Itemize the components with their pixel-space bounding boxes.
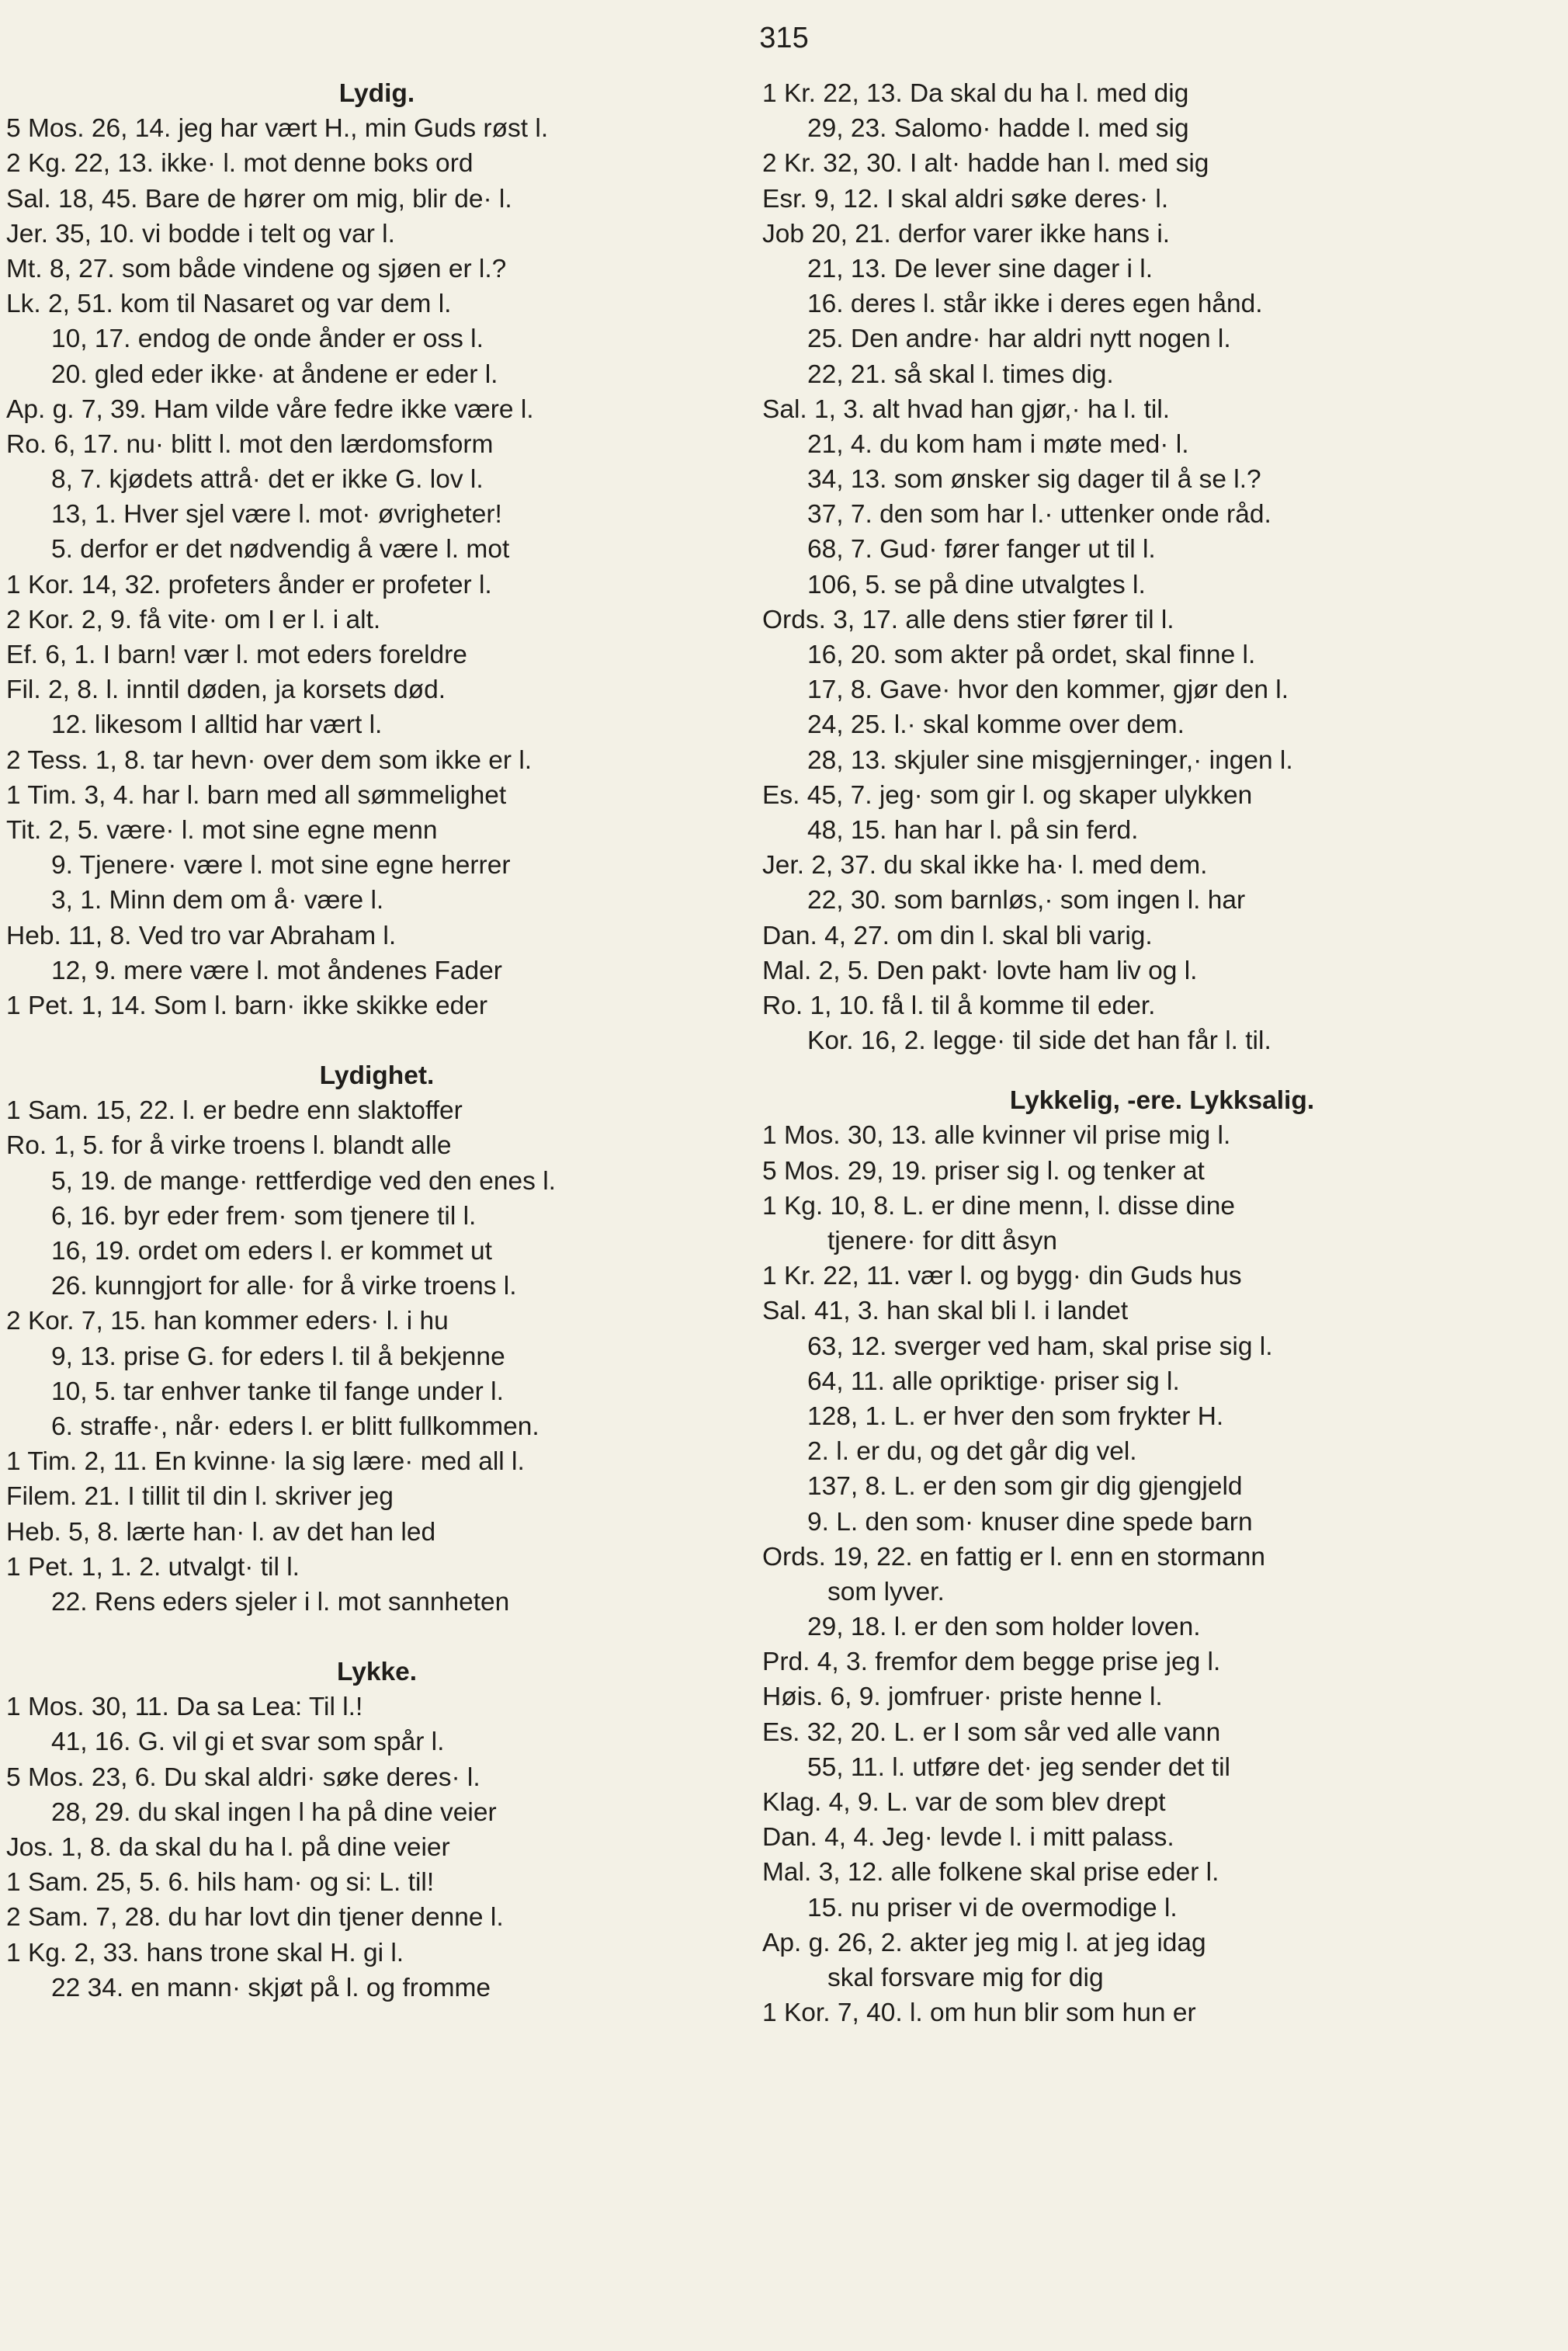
right-column (762, 76, 1562, 2030)
entry-line: 2 Kg. 22, 13. ikke· l. mot denne boks ord (6, 149, 474, 179)
entry-line: 25. Den andre· har aldri nytt nogen l. (807, 325, 1231, 354)
section-heading-lydig: Lydig. (338, 79, 415, 108)
entry-line: 29, 18. l. er den som holder loven. (807, 1613, 1201, 1642)
entry-line: 21, 13. De lever sine dager i l. (807, 254, 1153, 283)
entry-line: 2 Kr. 32, 30. I alt· hadde han l. med sig (762, 149, 1209, 179)
entry-line: Ro. 1, 10. få l. til å komme til eder. (762, 991, 1156, 1020)
entry-line: Jos. 1, 8. da skal du ha l. på dine veier (6, 1833, 450, 1862)
entry-line: Ro. 6, 17. nu· blitt l. mot den lærdomsform (6, 429, 494, 459)
entry-line: skal forsvare mig for dig (827, 1963, 1104, 1992)
entry-line: Sal. 1, 3. alt hvad han gjør,· ha l. til. (762, 394, 1171, 424)
entry-line: 9, 13. prise G. for eders l. til å bekjenne (51, 1342, 505, 1371)
entry-line: 22, 30. som barnløs,· som ingen l. har (807, 886, 1246, 915)
entry-line: 16, 19. ordet om eders l. er kommet ut (51, 1237, 492, 1266)
entry-line: 17, 8. Gave· hvor den kommer, gjør den l. (807, 675, 1289, 705)
entry-line: 1 Kor. 14, 32. profeters ånder er profeter l. (6, 570, 492, 599)
entry-line: som lyver. (827, 1577, 945, 1606)
entry-line: Mt. 8, 27. som både vindene og sjøen er l.? (6, 254, 507, 283)
entry-line: 2 Kor. 7, 15. han kommer eders· l. i hu (6, 1307, 449, 1336)
section-lykkelig (762, 1118, 1562, 2030)
entry-line: 8, 7. kjødets attrå· det er ikke G. lov l. (51, 465, 484, 495)
entry-line: Høis. 6, 9. jomfruer· priste henne l. (762, 1683, 1163, 1712)
section-lykke-continued (762, 76, 1562, 1058)
entry-line: Heb. 5, 8. lærte han· l. av det han led (6, 1517, 436, 1547)
entry-line: 2 Tess. 1, 8. tar hevn· over dem som ikke er l. (6, 745, 532, 775)
entry-line: 5 Mos. 29, 19. priser sig l. og tenker at (762, 1156, 1205, 1186)
entry-line: Prd. 4, 3. fremfor dem begge prise jeg l. (762, 1648, 1221, 1677)
section-heading-lykke: Lykke. (336, 1658, 418, 1687)
entry-line: 16. deres l. står ikke i deres egen hånd. (807, 290, 1263, 319)
entry-line: 29, 23. Salomo· hadde l. med sig (807, 114, 1189, 144)
entry-line: 1 Pet. 1, 1. 2. utvalgt· til l. (6, 1552, 300, 1582)
entry-line: Klag. 4, 9. L. var de som blev drept (762, 1788, 1166, 1817)
entry-line: 9. Tjenere· være l. mot sine egne herrer (51, 851, 511, 880)
entry-line: Jer. 2, 37. du skal ikke ha· l. med dem. (762, 851, 1208, 880)
entry-line: 20. gled eder ikke· at åndene er eder l. (51, 359, 498, 389)
entry-line: 1 Kr. 22, 11. vær l. og bygg· din Guds hus (762, 1262, 1242, 1291)
entry-line: 12. likesom I alltid har vært l. (51, 710, 383, 740)
entry-line: Ords. 19, 22. en fattig er l. enn en stormann (762, 1542, 1266, 1571)
entry-line: 1 Pet. 1, 14. Som l. barn· ikke skikke eder (6, 991, 488, 1020)
entry-line: 128, 1. L. er hver den som frykter H. (807, 1401, 1224, 1431)
entry-line: Esr. 9, 12. I skal aldri søke deres· l. (762, 184, 1169, 214)
entry-line: 1 Sam. 15, 22. l. er bedre enn slaktoffer (6, 1096, 463, 1126)
entry-line: 15. nu priser vi de overmodige l. (807, 1893, 1178, 1922)
entry-line: 48, 15. han har l. på sin ferd. (807, 815, 1139, 845)
entry-line: 12, 9. mere være l. mot åndenes Fader (51, 956, 502, 985)
entry-line: 2 Kor. 2, 9. få vite· om I er l. i alt. (6, 605, 381, 634)
entry-line: Tit. 2, 5. være· l. mot sine egne menn (6, 815, 438, 845)
entry-line: 1 Kr. 22, 13. Da skal du ha l. med dig (762, 79, 1189, 108)
entry-line: 1 Tim. 2, 11. En kvinne· la sig lære· med all l. (6, 1447, 525, 1477)
entry-line: 68, 7. Gud· fører fanger ut til l. (807, 535, 1156, 564)
entry-line: 28, 29. du skal ingen l ha på dine veier (51, 1797, 497, 1827)
entry-line: Lk. 2, 51. kom til Nasaret og var dem l. (6, 290, 452, 319)
entry-line: 1 Mos. 30, 11. Da sa Lea: Til l.! (6, 1693, 363, 1722)
entry-line: 24, 25. l.· skal komme over dem. (807, 710, 1185, 740)
entry-line: 10, 5. tar enhver tanke til fange under l. (51, 1377, 504, 1406)
entry-line: Es. 32, 20. L. er I som sår ved alle vann (762, 1717, 1221, 1747)
section-lydighet (6, 1093, 748, 1620)
entry-line: 16, 20. som akter på ordet, skal finne l. (807, 641, 1256, 669)
entry-line: Kor. 16, 2. legge· til side det han får l. til. (807, 1026, 1271, 1056)
section-lydig (6, 111, 748, 1023)
entry-line: Ap. g. 7, 39. Ham vilde våre fedre ikke være l. (6, 394, 534, 424)
entry-line: Filem. 21. I tillit til din l. skriver jeg (6, 1482, 394, 1512)
section-heading-lykkelig: Lykkelig, -ere. Lykksalig. (1009, 1086, 1315, 1116)
entry-line: 5 Mos. 26, 14. jeg har vært H., min Guds røst l. (6, 114, 549, 144)
entry-line: 21, 4. du kom ham i møte med· l. (807, 429, 1189, 459)
entry-line: 5, 19. de mange· rettferdige ved den enes l. (51, 1166, 556, 1196)
entry-line: 1 Kg. 2, 33. hans trone skal H. gi l. (6, 1938, 404, 1967)
entry-line: 22. Rens eders sjeler i l. mot sannheten (51, 1587, 510, 1617)
entry-line: Es. 45, 7. jeg· som gir l. og skaper ulykken (762, 780, 1253, 810)
entry-line: 64, 11. alle opriktige· priser sig l. (807, 1366, 1180, 1396)
entry-line: Heb. 11, 8. Ved tro var Abraham l. (6, 921, 397, 950)
entry-line: Dan. 4, 27. om din l. skal bli varig. (762, 921, 1153, 950)
entry-line: Ap. g. 26, 2. akter jeg mig l. at jeg idag (762, 1928, 1206, 1957)
entry-line: 22, 21. så skal l. times dig. (807, 359, 1114, 389)
entry-line: Ef. 6, 1. I barn! vær l. mot eders foreldre (6, 641, 467, 669)
entry-line: Mal. 3, 12. alle folkene skal prise eder l. (762, 1858, 1219, 1887)
entry-line: 41, 16. G. vil gi et svar som spår l. (51, 1728, 445, 1757)
entry-line: Ords. 3, 17. alle dens stier fører til l. (762, 605, 1174, 634)
entry-line: 3, 1. Minn dem om å· være l. (51, 886, 384, 915)
entry-line: 1 Sam. 25, 5. 6. hils ham· og si: L. til! (6, 1868, 435, 1898)
entry-line: 63, 12. sverger ved ham, skal prise sig l. (807, 1332, 1273, 1361)
entry-line: 5. derfor er det nødvendig å være l. mot (51, 535, 510, 564)
entry-line: 6. straffe·, når· eders l. er blitt fullkommen. (51, 1412, 539, 1441)
entry-line: 1 Tim. 3, 4. har l. barn med all sømmelighet (6, 780, 507, 810)
entry-line: 13, 1. Hver sjel være l. mot· øvrigheter! (51, 500, 502, 530)
entry-line: Sal. 41, 3. han skal bli l. i landet (762, 1297, 1129, 1326)
entry-line: 1 Mos. 30, 13. alle kvinner vil prise mig l. (762, 1121, 1231, 1151)
entry-line: 2 Sam. 7, 28. du har lovt din tjener denne l. (6, 1903, 504, 1933)
section-lykke (6, 1689, 748, 2005)
entry-line: 37, 7. den som har l.· uttenker onde råd. (807, 500, 1271, 530)
entry-line: 34, 13. som ønsker sig dager til å se l.? (807, 465, 1261, 495)
entry-line: 28, 13. skjuler sine misgjerninger,· ingen l. (807, 745, 1293, 775)
entry-line: 6, 16. byr eder frem· som tjenere til l. (51, 1201, 477, 1231)
entry-line: Ro. 1, 5. for å virke troens l. blandt alle (6, 1131, 452, 1161)
entry-line: 5 Mos. 23, 6. Du skal aldri· søke deres· l. (6, 1762, 480, 1792)
entry-line: 22 34. en mann· skjøt på l. og fromme (51, 1973, 491, 2002)
entry-line: 1 Kor. 7, 40. l. om hun blir som hun er (762, 1999, 1196, 2028)
page-number: 315 (759, 22, 809, 54)
entry-line: 9. L. den som· knuser dine spede barn (807, 1507, 1253, 1537)
entry-line: Jer. 35, 10. vi bodde i telt og var l. (6, 219, 395, 248)
entry-line: Mal. 2, 5. Den pakt· lovte ham liv og l. (762, 956, 1198, 985)
entry-line: tjenere· for ditt åsyn (827, 1227, 1058, 1255)
entry-line: 137, 8. L. er den som gir dig gjengjeld (807, 1472, 1243, 1502)
entry-line: Sal. 18, 45. Bare de hører om mig, blir de· l. (6, 184, 512, 214)
section-heading-lydighet: Lydighet. (319, 1061, 435, 1091)
entry-line: 1 Kg. 10, 8. L. er dine menn, l. disse dine (762, 1191, 1235, 1221)
left-column (6, 76, 748, 2005)
entry-line: 10, 17. endog de onde ånder er oss l. (51, 325, 484, 354)
entry-line: 106, 5. se på dine utvalgtes l. (807, 570, 1146, 599)
entry-line: 55, 11. l. utføre det· jeg sender det til (807, 1752, 1230, 1782)
entry-line: Job 20, 21. derfor varer ikke hans i. (762, 219, 1171, 248)
entry-line: 26. kunngjort for alle· for å virke troens l. (51, 1272, 517, 1301)
entry-line: 2. l. er du, og det går dig vel. (807, 1437, 1137, 1467)
entry-line: Dan. 4, 4. Jeg· levde l. i mitt palass. (762, 1823, 1174, 1853)
entry-line: Fil. 2, 8. l. inntil døden, ja korsets død. (6, 675, 446, 705)
